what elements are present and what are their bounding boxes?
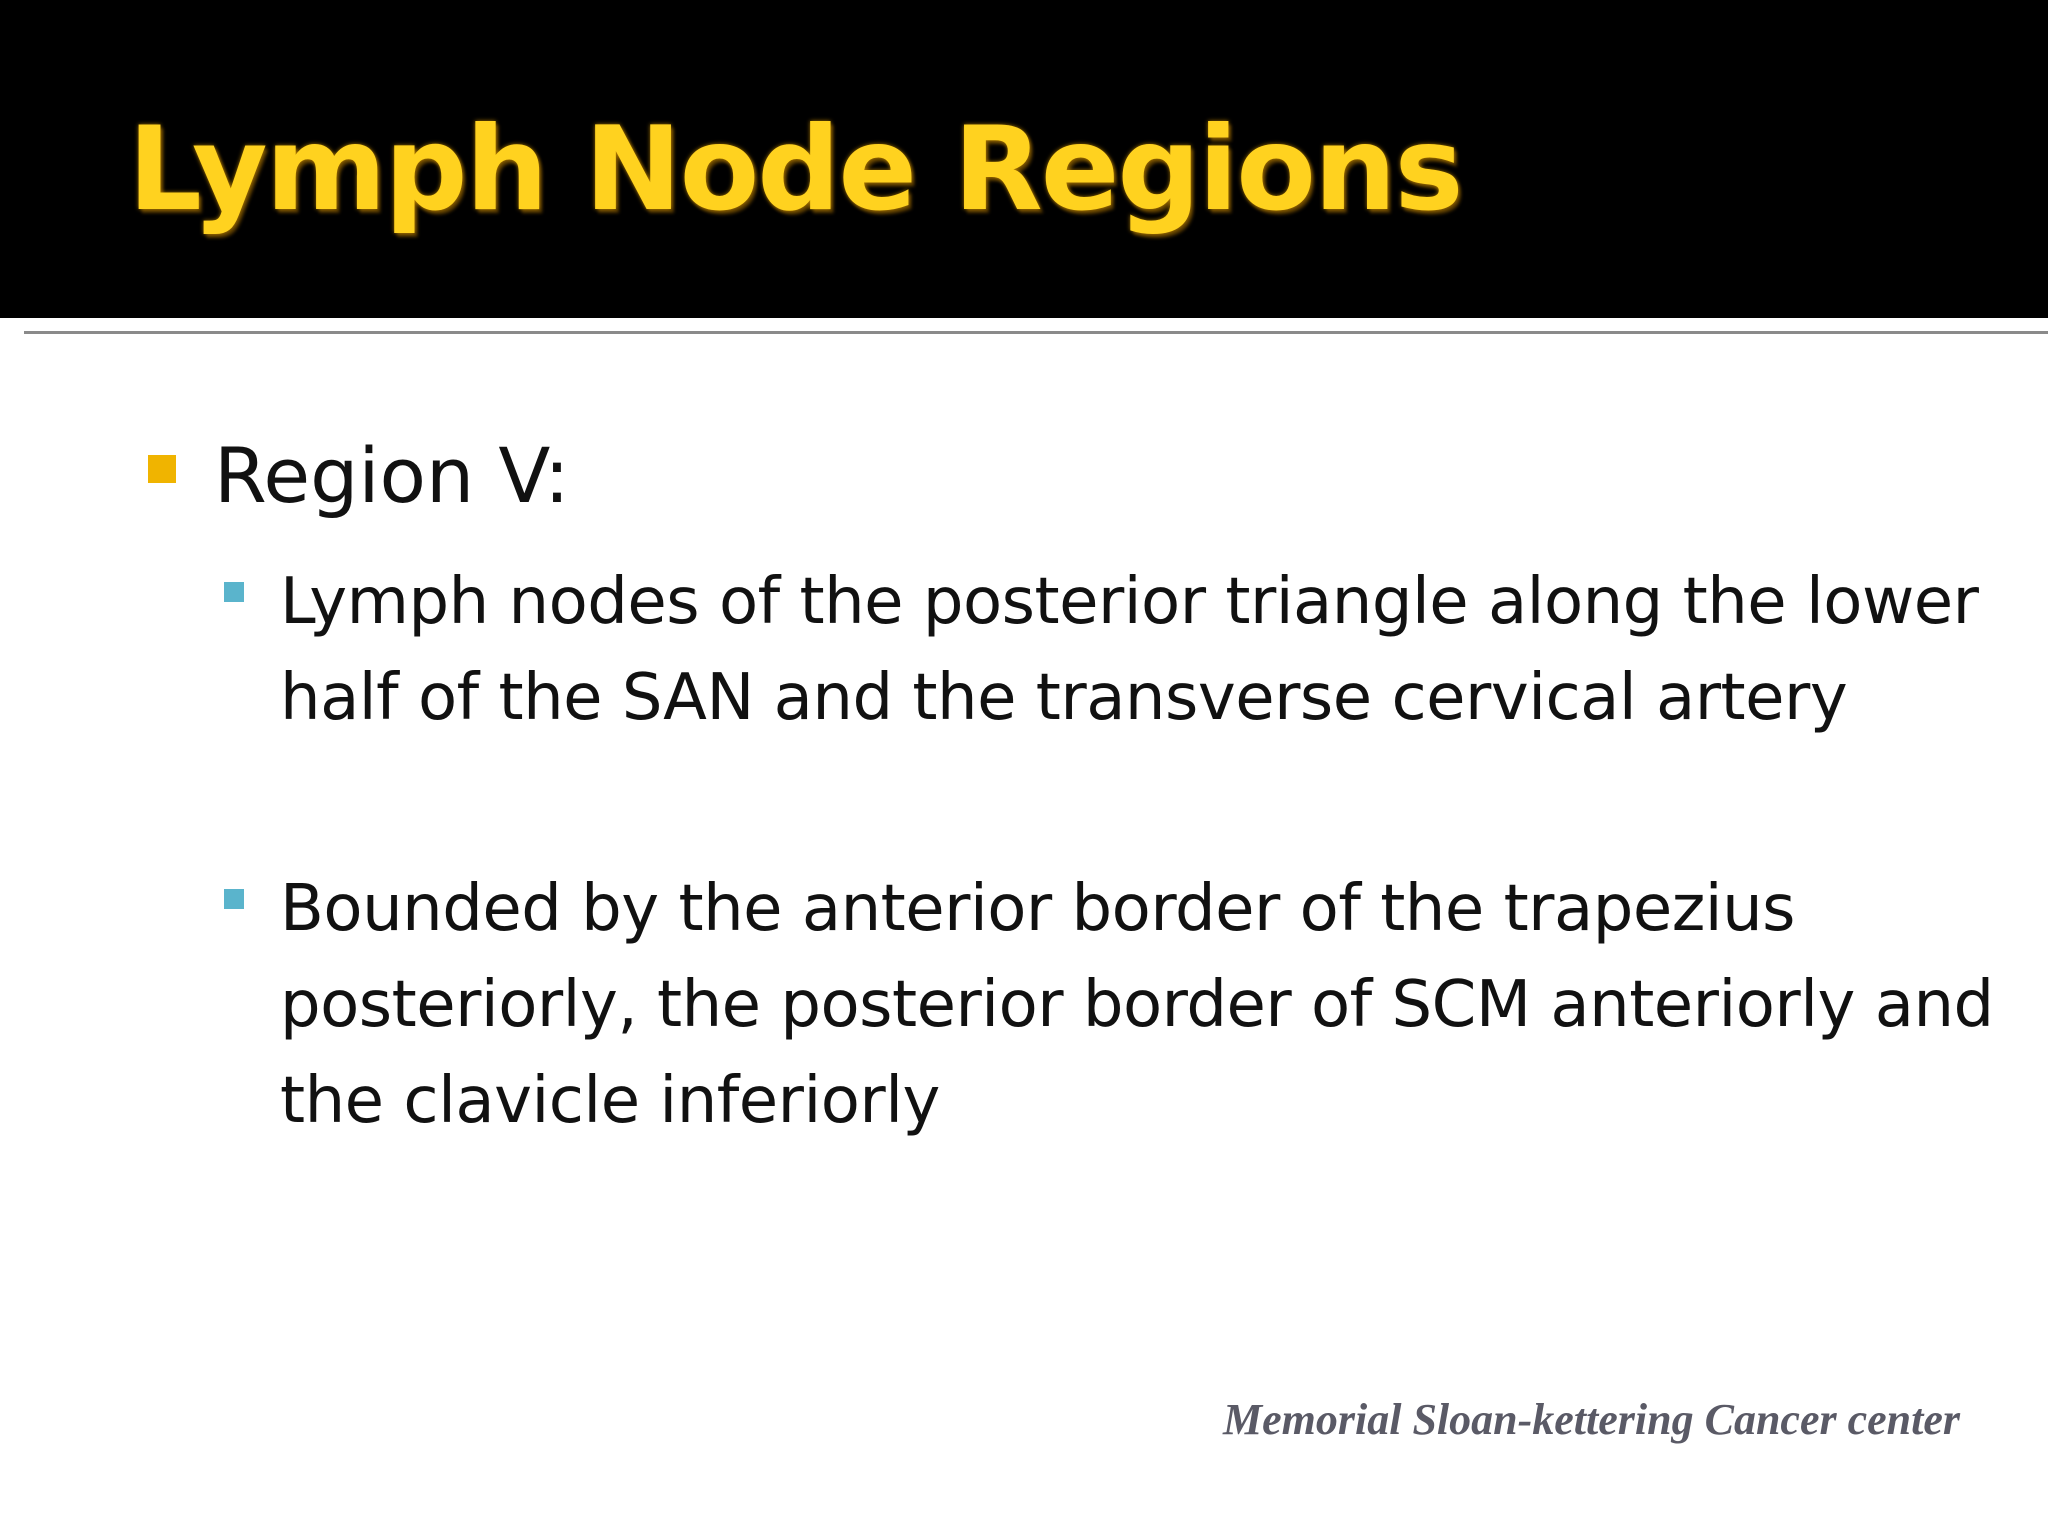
bullet-region-v: Region V:	[214, 431, 570, 520]
slide-title: Lymph Node Regions	[128, 102, 1462, 237]
sub-bullet-posterior-triangle: Lymph nodes of the posterior triangle along the lower half of the SAN and the transverse cervical artery	[280, 565, 1979, 735]
square-bullet-icon	[148, 455, 176, 483]
sub-bullet-boundaries: Bounded by the anterior border of the trapezius posteriorly, the posterior border of SCM anteriorly and the clavicle inferiorly	[280, 872, 1994, 1138]
square-sub-bullet-icon	[224, 889, 244, 909]
footer-credit: Memorial Sloan-kettering Cancer center	[1223, 1395, 1960, 1444]
title-bar	[0, 0, 2048, 318]
title-divider	[24, 331, 2048, 334]
square-sub-bullet-icon	[224, 582, 244, 602]
